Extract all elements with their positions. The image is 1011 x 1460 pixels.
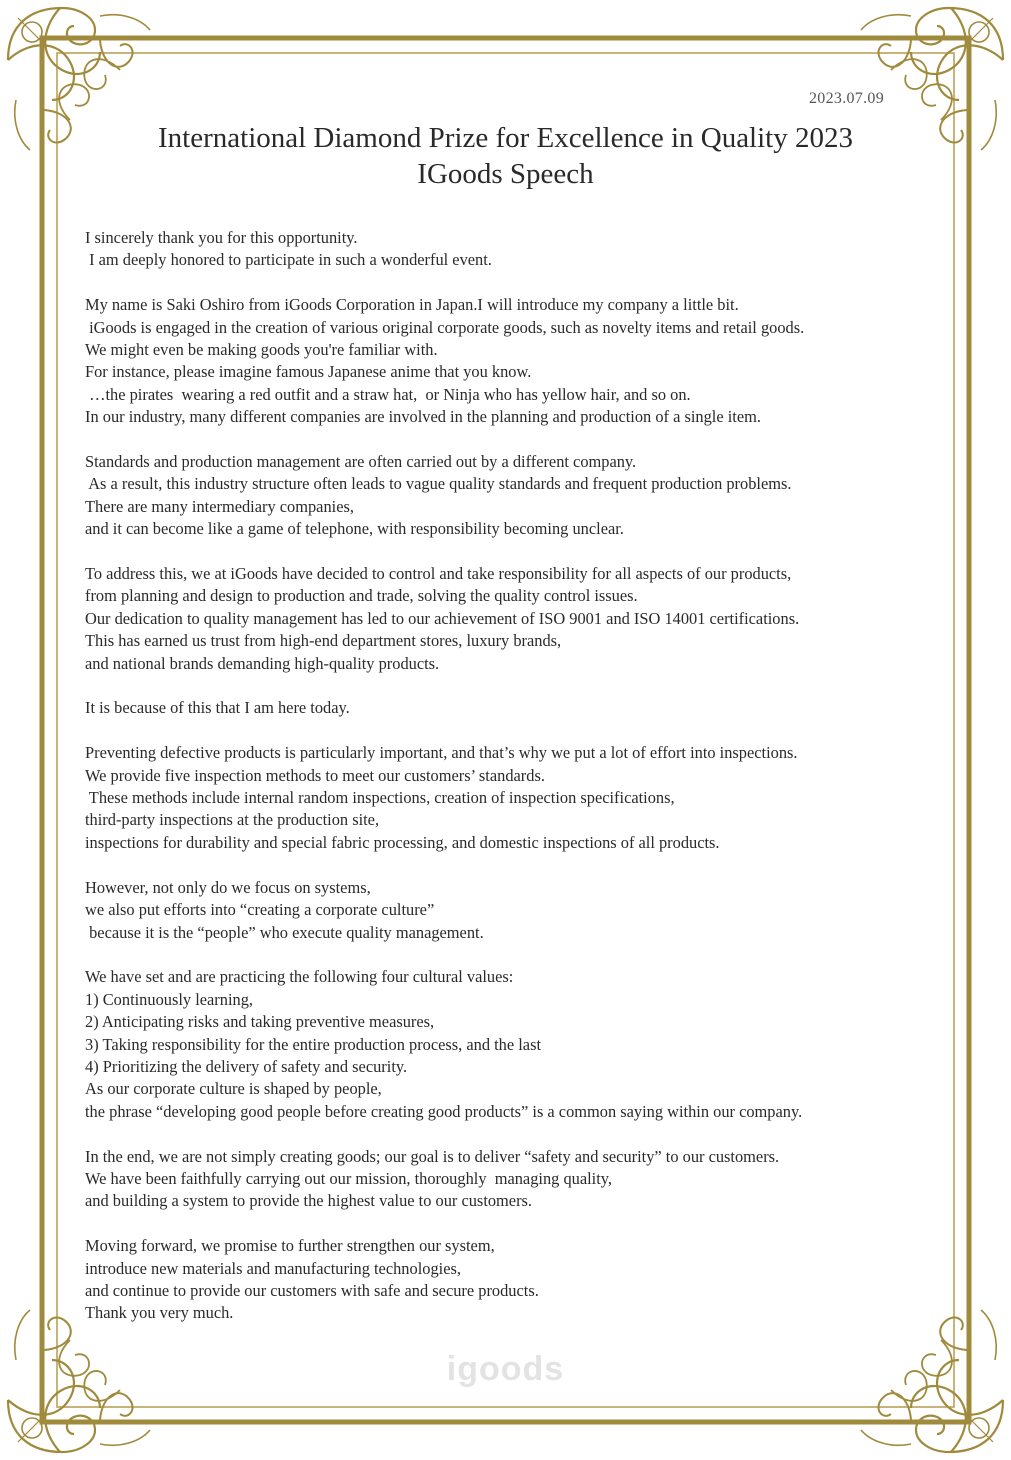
speech-line: from planning and design to production and trade, solving the quality control issues. [85, 586, 638, 606]
speech-line: In the end, we are not simply creating goods; our goal is to deliver “safety and security” to our customers. [85, 1146, 780, 1166]
speech-paragraph [85, 451, 965, 541]
speech-line: I sincerely thank you for this opportunity. [85, 228, 358, 247]
speech-line: We might even be making goods you're familiar with. [85, 340, 438, 360]
speech-line: 3) Taking responsibility for the entire production process, and the last [85, 1034, 542, 1054]
speech-line: Standards and production management are often carried out by a different company. [85, 452, 637, 472]
speech-body [85, 227, 965, 1347]
speech-paragraph [85, 697, 965, 719]
speech-paragraph [85, 1146, 965, 1213]
speech-line: Preventing defective products is particularly important, and that’s why we put a lot of effort into inspections. [85, 743, 798, 763]
speech-line: We have been faithfully carrying out our mission, thoroughly managing quality, [85, 1168, 613, 1188]
speech-paragraph [85, 1235, 965, 1325]
speech-paragraph [85, 563, 965, 675]
speech-line: Thank you very much. [85, 1303, 234, 1323]
speech-line: My name is Saki Oshiro from iGoods Corporation in Japan.I will introduce my company a little bit. [85, 295, 739, 315]
speech-line: iGoods is engaged in the creation of various original corporate goods, such as novelty items and retail goods. [85, 317, 805, 337]
speech-paragraph [85, 227, 965, 272]
speech-line: This has earned us trust from high-end department stores, luxury brands, [85, 631, 562, 651]
speech-line: and building a system to provide the highest value to our customers. [85, 1191, 533, 1211]
speech-line: However, not only do we focus on systems, [85, 877, 371, 897]
speech-line: and national brands demanding high-quality products. [85, 653, 440, 673]
speech-line: because it is the “people” who execute quality management. [85, 922, 484, 942]
page-title [0, 120, 1011, 192]
speech-line: To address this, we at iGoods have decided to control and take responsibility for all aspects of our products, [85, 564, 792, 584]
igoods-logo-watermark: igoods [446, 1350, 565, 1388]
speech-line: As our corporate culture is shaped by people, [85, 1079, 382, 1099]
speech-line: It is because of this that I am here today. [85, 698, 350, 718]
speech-line: …the pirates wearing a red outfit and a straw hat, or Ninja who has yellow hair, and so on. [85, 384, 691, 404]
speech-line: Our dedication to quality management has led to our achievement of ISO 9001 and ISO 14001 certifications. [85, 608, 800, 628]
title-line-2: IGoods Speech [417, 158, 594, 190]
speech-line: These methods include internal random inspections, creation of inspection specifications, [85, 788, 675, 808]
speech-line: As a result, this industry structure often leads to vague quality standards and frequent production problems. [85, 474, 792, 494]
speech-line: For instance, please imagine famous Japanese anime that you know. [85, 362, 532, 382]
speech-line: and it can become like a game of telephone, with responsibility becoming unclear. [85, 519, 624, 539]
speech-paragraph [85, 294, 965, 428]
speech-line: 1) Continuously learning, [85, 989, 253, 1009]
title-line-1: International Diamond Prize for Excellence in Quality 2023 [158, 122, 853, 154]
speech-line: 4) Prioritizing the delivery of safety and security. [85, 1056, 408, 1076]
speech-paragraph [85, 742, 965, 854]
speech-line: In our industry, many different companies are involved in the planning and production of a single item. [85, 407, 761, 427]
speech-line: third-party inspections at the production site, [85, 810, 380, 830]
speech-line: Moving forward, we promise to further strengthen our system, [85, 1236, 495, 1256]
speech-line: I am deeply honored to participate in such a wonderful event. [85, 250, 492, 270]
speech-line: the phrase “developing good people before creating good products” is a common saying within our company. [85, 1101, 803, 1121]
speech-paragraph [85, 877, 965, 944]
speech-line: 2) Anticipating risks and taking preventive measures, [85, 1012, 435, 1032]
speech-line: We provide five inspection methods to meet our customers’ standards. [85, 765, 545, 785]
speech-date: 2023.07.09 [809, 90, 884, 107]
speech-line: We have set and are practicing the following four cultural values: [85, 967, 514, 987]
speech-line: There are many intermediary companies, [85, 496, 354, 516]
speech-line: introduce new materials and manufacturing technologies, [85, 1258, 461, 1278]
speech-line: and continue to provide our customers with safe and secure products. [85, 1280, 539, 1300]
speech-line: we also put efforts into “creating a corporate culture” [85, 900, 435, 920]
speech-line: inspections for durability and special fabric processing, and domestic inspections of all products. [85, 832, 720, 852]
speech-paragraph [85, 966, 965, 1123]
